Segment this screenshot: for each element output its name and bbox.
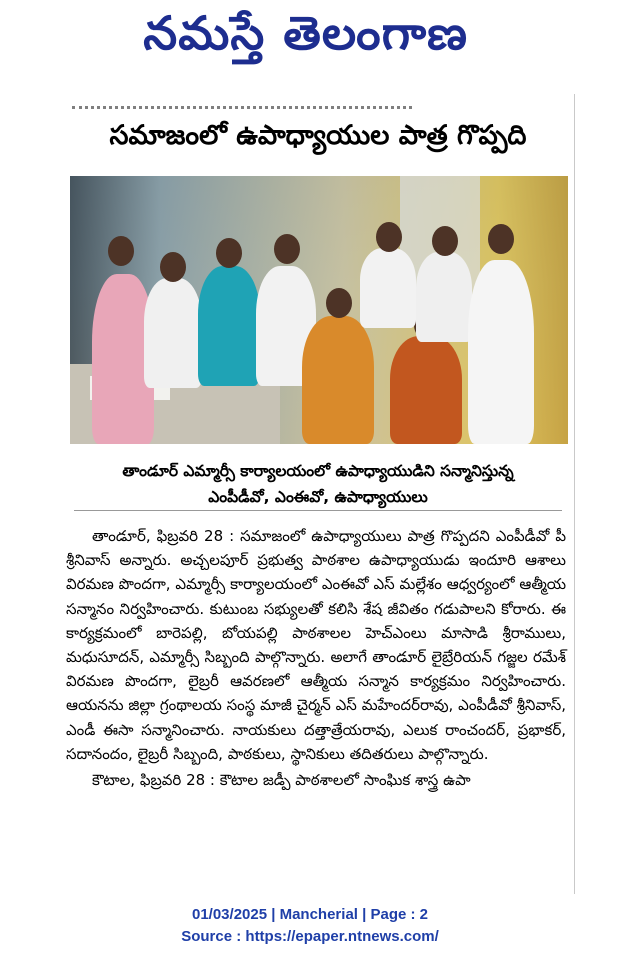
source-link[interactable]: Source : https://epaper.ntnews.com/ xyxy=(181,928,439,945)
article-paragraph-1: తాండూర్, ఫిబ్రవరి 28 : సమాజంలో ఉపాధ్యాయులు పాత్ర గొప్పదని ఎంపీడీవో పీ శ్రీనివాస్ అన్నారు. అచ్చలపూర్ ప్రభుత్వ పాఠశాల ఉపాధ్యాయుడు ఇందూరి ఆశాలు విరమణ పొందగా, ఎమ్మార్సీ కార్యాలయంలో ఎంఈవో ఎస్ మల్లేశం ఆధ్వర్యంలో ఆత్మీయ సన్మానం నిర్వహించారు. కుటుంబ సభ్యులతో కలిసి శేష జీవితం గడుపాలని కోరారు. ఈ కార్యక్రమంలో బారెపల్లి, బోయపల్లి పాఠశాలల హెచ్ఎంలు మాసాడి శ్రీరాములు, మధుసూదన్, ఎమ్మార్సీ సిబ్బంది పాల్గొన్నారు. అలాగే తాండూర్ లైబ్రేరియన్ గజ్జల రమేశ్ విరమణ పొందగా, లైబ్రరీ ఆవరణలో ఆత్మీయ సన్మాన కార్యక్రమం నిర్వహించారు. ఆయనను జిల్లా గ్రంథాలయ సంస్థ మాజీ చైర్మన్ ఎస్ మహేందర్‌రావు, ఎంపీడీవో శ్రీనివాస్, ఎండీ ఈసా సన్మానించారు. నాయకులు దత్తాత్రేయరావు, ఎలుక రాంచందర్, ప్రభాకర్, సదానందం, లైబ్రరీ సిబ్బంది, పాఠకులు, స్థానికులు తదితరులు పాల్గొన్నారు. xyxy=(66,527,566,763)
caption-line-1: తాండూర్ ఎమ్మార్సీ కార్యాలయంలో ఉపాధ్యాయుడిని సన్మానిస్తున్న xyxy=(122,462,514,480)
article-headline: సమాజంలో ఉపాధ్యాయుల పాత్ర గొప్పది xyxy=(109,120,527,151)
article-clipping xyxy=(62,94,575,894)
page-footer xyxy=(0,904,620,948)
clipping-cut-edge xyxy=(72,96,412,109)
caption-divider xyxy=(74,510,562,511)
article-body xyxy=(66,524,566,792)
masthead-title: నమస్తే తెలంగాణ xyxy=(143,6,469,60)
photo-caption xyxy=(62,458,574,510)
caption-line-2: ఎంపీడీవో, ఎంఈవో, ఉపాధ్యాయులు xyxy=(208,488,428,506)
newspaper-masthead xyxy=(96,6,516,72)
edition-info: 01/03/2025 | Mancherial | Page : 2 xyxy=(191,906,429,923)
article-paragraph-2: కౌటాల, ఫిబ్రవరి 28 : కౌటాల జడ్పీ పాఠశాలలో సాంఘిక శాస్త్ర ఉపా xyxy=(92,771,471,790)
article-photo xyxy=(70,176,568,444)
